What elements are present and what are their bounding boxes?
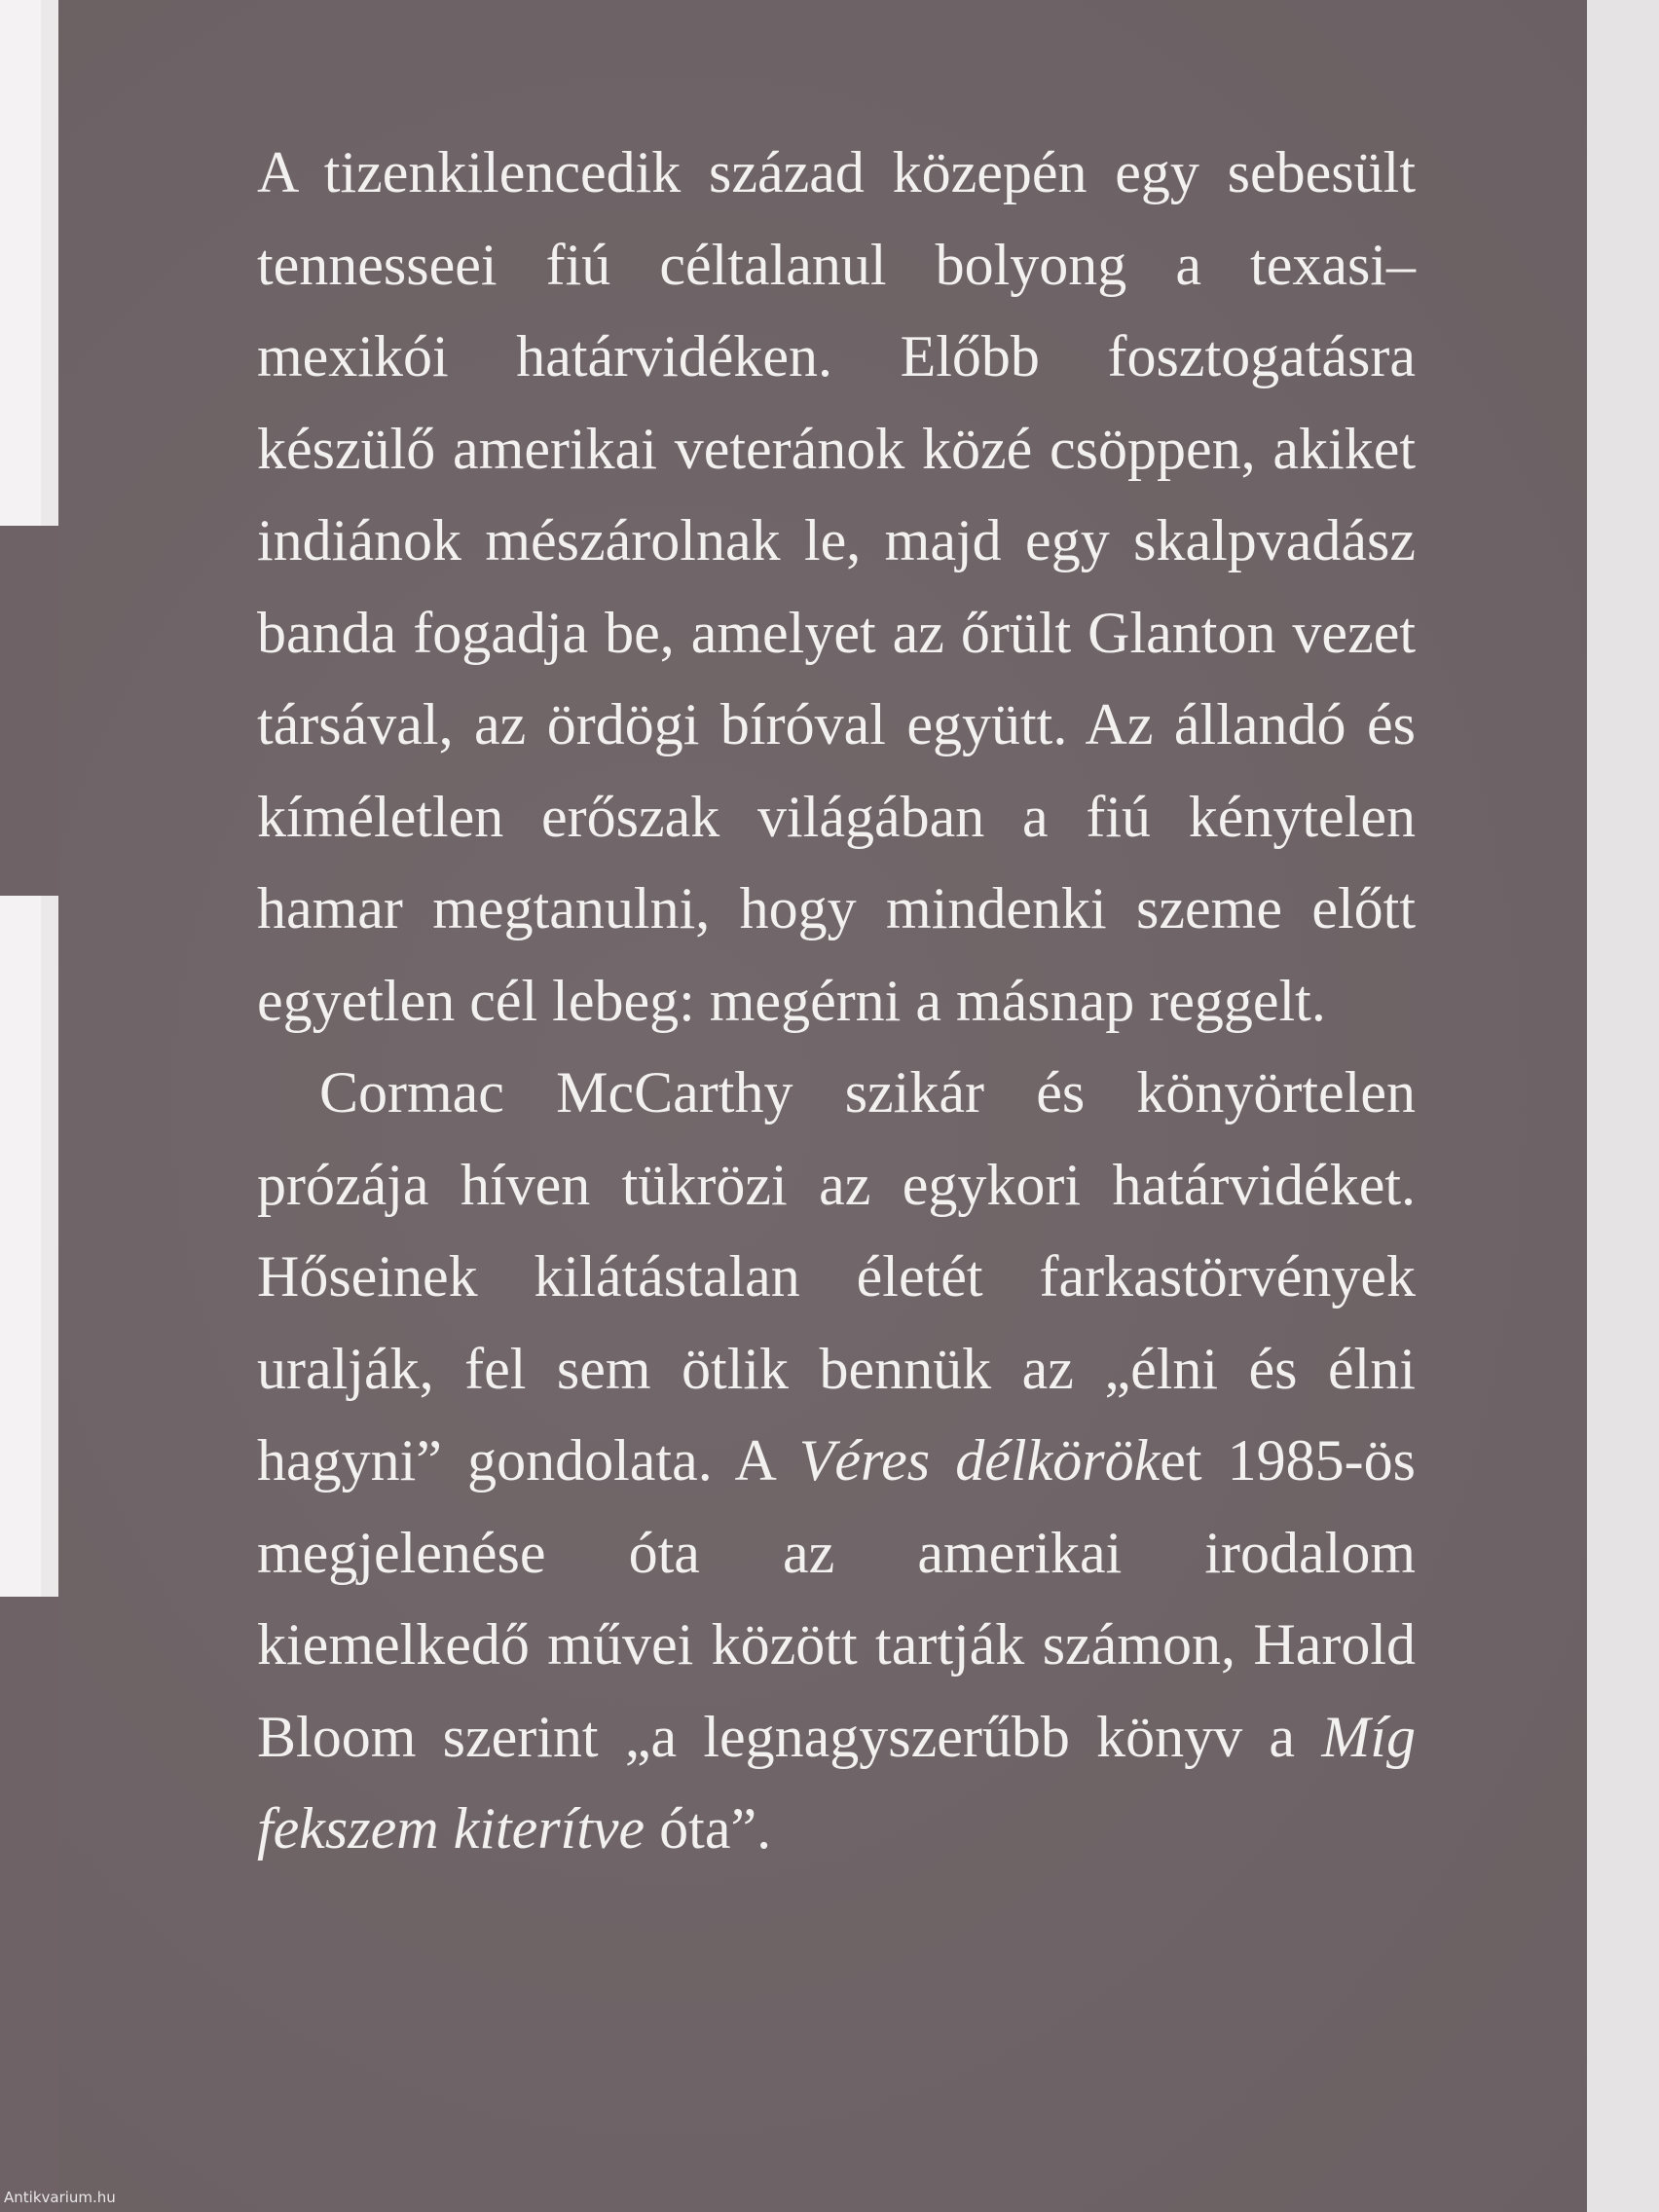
right-page-edge	[1585, 0, 1659, 2212]
paragraph-2-part-c: óta”.	[645, 1796, 772, 1861]
paragraph-2-part-a: Cormac McCarthy szikár és könyörtelen prózája híven tükrözi az egykori határvidéket. Hőseinek kilátástalan életét farkastörvények uralják, fel sem ötlik bennük az „élni és élni hagyni” gondolata. A	[257, 1060, 1416, 1493]
watermark: Antikvarium.hu	[4, 2189, 116, 2206]
blurb-text	[257, 127, 1416, 1875]
book-title-mig-fekszem-kiteritve: Míg fekszem kiterítve	[257, 1704, 1416, 1861]
paragraph-2-part-b: et 1985-ös megjelenése óta az amerikai irodalom kiemelkedő művei között tartják számon, Harold Bloom szerint „a legnagyszerűbb könyv a	[257, 1428, 1416, 1769]
blurb-paragraph-1: A tizenkilencedik század közepén egy sebesült tennesseei fiú céltalanul bolyong a texasi–mexikói határvidéken. Előbb fosztogatásra készülő amerikai veteránok közé csöppen, akiket indiánok mészárolnak le, majd egy skalpvadász banda fogadja be, amelyet az őrült Glanton vezet társával, az ördögi bíróval együtt. Az állandó és kíméletlen erőszak világában a fiú kénytelen hamar megtanulni, hogy mindenki szeme előtt egyetlen cél lebeg: megérni a másnap reggelt.	[257, 140, 1416, 1033]
book-title-veres-delkorok: Véres délkörök	[798, 1428, 1161, 1493]
blurb-paragraph-2	[257, 1047, 1416, 1875]
